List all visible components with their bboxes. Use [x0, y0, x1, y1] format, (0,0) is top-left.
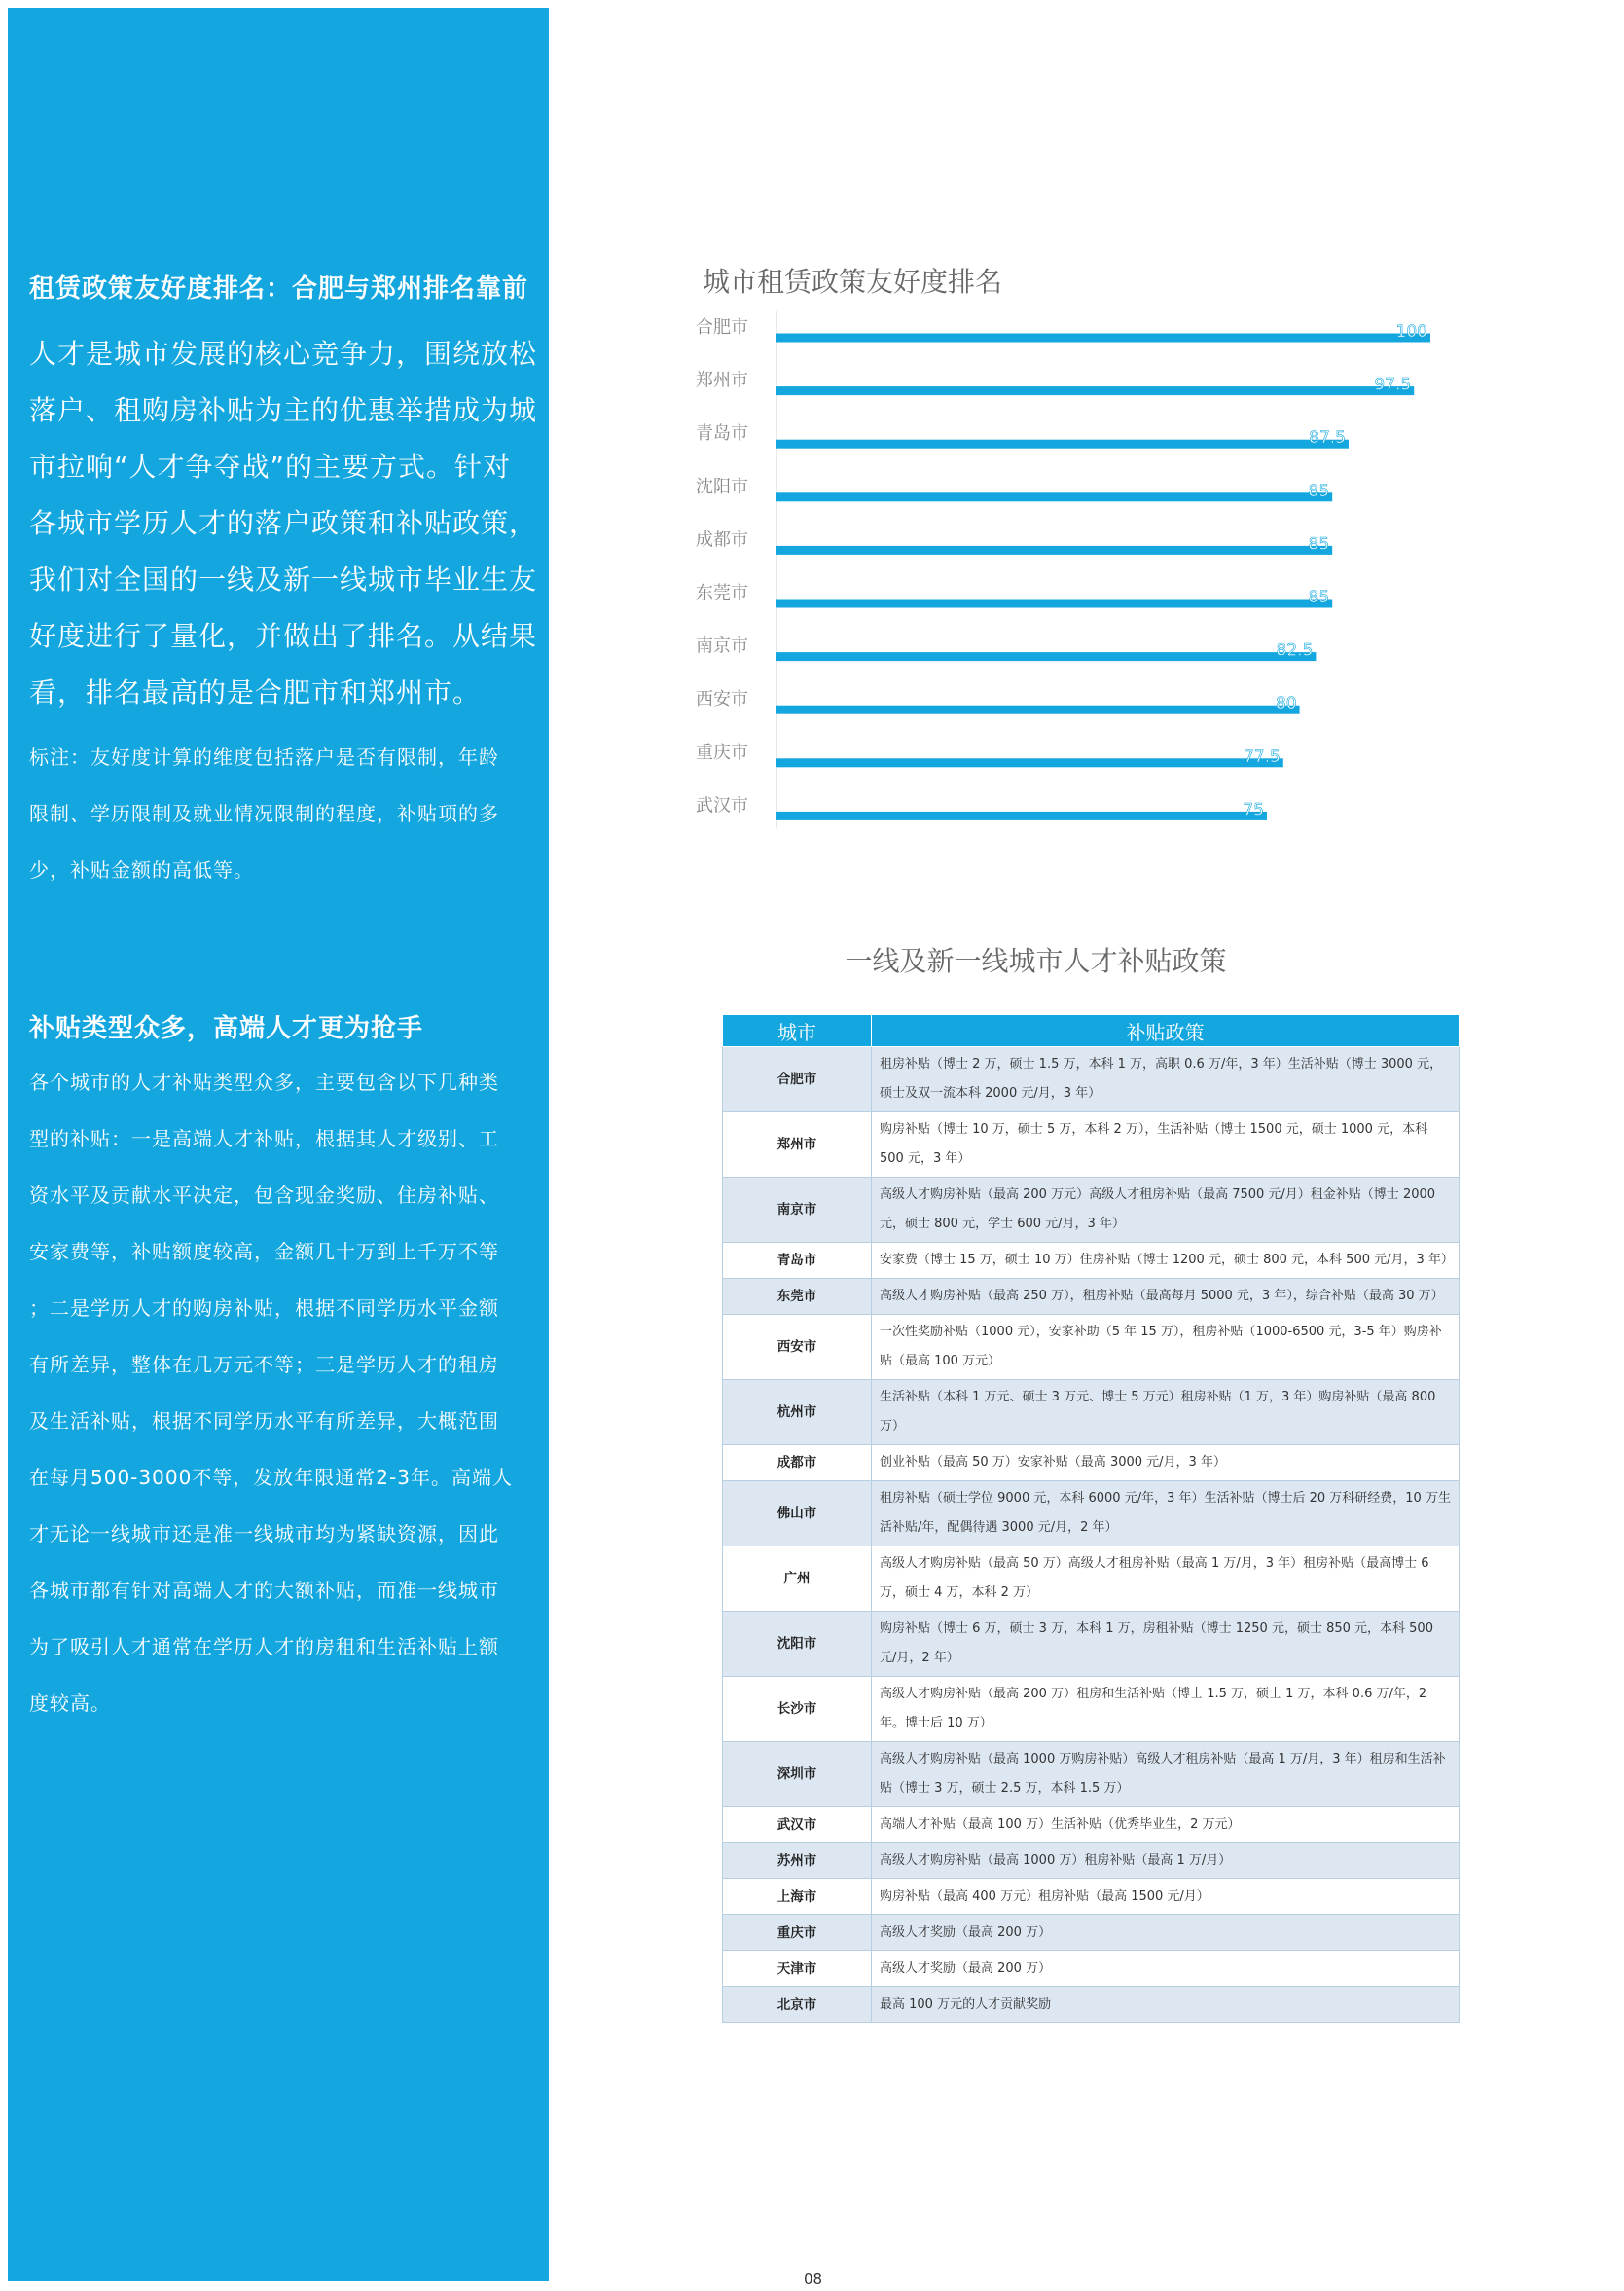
city-cell: 佛山市 [723, 1481, 872, 1546]
section1-body-line: 落户、租购房补贴为主的优惠举措成为城 [29, 394, 538, 426]
table-row [723, 1951, 1460, 1987]
section1-body-line: 好度进行了量化，并做出了排名。从结果 [29, 620, 538, 652]
policy-cell: 购房补贴（博士 6 万，硕士 3 万，本科 1 万，房租补贴（博士 1250 元，硕士 850 元，本科 500 元/月，2 年） [872, 1612, 1460, 1677]
policy-cell: 安家费（博士 15 万，硕士 10 万）住房补贴（博士 1200 元，硕士 800 元，本科 500 元/月，3 年） [872, 1243, 1460, 1279]
city-cell: 东莞市 [723, 1279, 872, 1315]
section2-body-line: 安家费等，补贴额度较高，金额几十万到上千万不等 [29, 1240, 499, 1263]
policy-cell: 高级人才奖励（最高 200 万） [872, 1951, 1460, 1987]
policy-cell: 租房补贴（硕士学位 9000 元，本科 6000 元/年，3 年）生活补贴（博士后 20 万科研经费，10 万生活补贴/年，配偶待遇 3000 元/月，2 年） [872, 1481, 1460, 1546]
category-label: 沈阳市 [696, 476, 748, 497]
city-cell: 武汉市 [723, 1807, 872, 1843]
category-label: 青岛市 [696, 423, 748, 445]
section1-body-line: 各城市学历人才的落户政策和补贴政策， [29, 507, 538, 539]
city-cell: 重庆市 [723, 1915, 872, 1951]
bar [776, 440, 1349, 449]
policy-cell: 购房补贴（最高 400 万元）租房补贴（最高 1500 元/月） [872, 1879, 1460, 1915]
city-cell: 西安市 [723, 1315, 872, 1380]
value-label: 80 [1275, 694, 1297, 714]
table-row [723, 1807, 1460, 1843]
section2-body-line: 及生活补贴，根据不同学历水平有所差异，大概范围 [29, 1409, 499, 1433]
city-cell: 天津市 [723, 1951, 872, 1987]
category-label: 东莞市 [696, 583, 748, 603]
category-label: 郑州市 [696, 370, 748, 391]
city-cell: 广州 [723, 1546, 872, 1612]
header-policy: 补贴政策 [872, 1015, 1460, 1047]
category-label: 成都市 [696, 529, 748, 551]
policy-cell: 租房补贴（博士 2 万，硕士 1.5 万，本科 1 万，高职 0.6 万/年，3 年）生活补贴（博士 3000 元，硕士及双一流本科 2000 元/月，3 年） [872, 1047, 1460, 1112]
section1-body [29, 326, 538, 721]
table-row [723, 1112, 1460, 1178]
table-row [723, 1178, 1460, 1243]
section1-note-line: 少，补贴金额的高低等。 [29, 858, 254, 882]
policy-cell: 创业补贴（最高 50 万）安家补贴（最高 3000 元/月，3 年） [872, 1445, 1460, 1481]
policy-cell: 高级人才购房补贴（最高 1000 万购房补贴）高级人才租房补贴（最高 1 万/月，3 年）租房和生活补贴（博士 3 万，硕士 2.5 万，本科 1.5 万） [872, 1742, 1460, 1807]
section1-body-line: 市拉响“人才争夺战”的主要方式。针对 [29, 451, 512, 483]
page-number: 08 [804, 2271, 823, 2288]
policy-cell: 购房补贴（博士 10 万，硕士 5 万，本科 2 万），生活补贴（博士 1500 元，硕士 1000 元，本科 500 元，3 年） [872, 1112, 1460, 1178]
bar [776, 386, 1414, 395]
policy-cell: 高级人才购房补贴（最高 1000 万）租房补贴（最高 1 万/月） [872, 1843, 1460, 1879]
table-row [723, 1612, 1460, 1677]
category-label: 合肥市 [696, 317, 748, 338]
chart-title: 城市租赁政策友好度排名 [703, 266, 1003, 298]
section2-body-line: 各个城市的人才补贴类型众多，主要包含以下几种类 [29, 1071, 499, 1094]
bar [776, 652, 1316, 661]
table-row [723, 1481, 1460, 1546]
value-label: 97.5 [1374, 375, 1412, 395]
value-label: 85 [1308, 588, 1330, 607]
table-row [723, 1380, 1460, 1445]
section2-body-line: 在每月500-3000不等，发放年限通常2-3年。高端人 [29, 1466, 513, 1489]
policy-cell: 最高 100 万元的人才贡献奖励 [872, 1987, 1460, 2023]
section1-body-line: 人才是城市发展的核心竞争力，围绕放松 [29, 338, 538, 370]
section2-body-line: ；二是学历人才的购房补贴，根据不同学历水平金额 [29, 1296, 499, 1320]
table-row [723, 1915, 1460, 1951]
friendliness-bar-chart [696, 311, 1435, 837]
category-label: 重庆市 [696, 742, 748, 763]
table-row [723, 1879, 1460, 1915]
section2-body-line: 资水平及贡献水平决定，包含现金奖励、住房补贴、 [29, 1183, 499, 1207]
section2-heading: 补贴类型众多，高端人才更为抢手 [29, 1014, 424, 1043]
table-row [723, 1987, 1460, 2023]
value-label: 85 [1308, 534, 1330, 555]
section2-body-line: 为了吸引人才通常在学历人才的房租和生活补贴上额 [29, 1635, 499, 1658]
city-cell: 上海市 [723, 1879, 872, 1915]
section1-note [29, 729, 535, 898]
value-label: 82.5 [1276, 640, 1314, 661]
section2-body-line: 才无论一线城市还是准一线城市均为紧缺资源，因此 [29, 1522, 499, 1546]
policy-cell: 高级人才购房补贴（最高 200 万）租房和生活补贴（博士 1.5 万，硕士 1 万，本科 0.6 万/年，2 年。博士后 10 万） [872, 1677, 1460, 1742]
value-label: 100 [1395, 322, 1427, 342]
policy-cell: 高级人才奖励（最高 200 万） [872, 1915, 1460, 1951]
policy-cell: 高级人才购房补贴（最高 250 万），租房补贴（最高每月 5000 元，3 年），综合补贴（最高 30 万） [872, 1279, 1460, 1315]
category-label: 武汉市 [696, 795, 748, 817]
bar [776, 812, 1267, 820]
table-row [723, 1843, 1460, 1879]
city-cell: 南京市 [723, 1178, 872, 1243]
header-city: 城市 [723, 1015, 872, 1047]
value-label: 75 [1243, 800, 1264, 820]
table-row [723, 1742, 1460, 1807]
table-row [723, 1243, 1460, 1279]
section1-note-line: 限制、学历限制及就业情况限制的程度，补贴项的多 [29, 802, 499, 825]
bar [776, 546, 1332, 555]
table-row [723, 1546, 1460, 1612]
section1-body-line: 看，排名最高的是合肥市和郑州市。 [29, 676, 482, 709]
city-cell: 成都市 [723, 1445, 872, 1481]
table-title: 一线及新一线城市人才补贴政策 [845, 945, 1227, 977]
value-label: 77.5 [1243, 746, 1281, 767]
category-label: 南京市 [696, 636, 748, 657]
section2-body-line: 各城市都有针对高端人才的大额补贴，而准一线城市 [29, 1579, 499, 1602]
section2-body-line: 有所差异，整体在几万元不等；三是学历人才的租房 [29, 1353, 499, 1376]
section1-heading: 租赁政策友好度排名：合肥与郑州排名靠前 [29, 274, 529, 304]
city-cell: 青岛市 [723, 1243, 872, 1279]
section1-note-line: 标注：友好度计算的维度包括落户是否有限制，年龄 [29, 745, 499, 769]
city-cell: 合肥市 [723, 1047, 872, 1112]
policy-cell: 高级人才购房补贴（最高 50 万）高级人才租房补贴（最高 1 万/月，3 年）租房补贴（最高博士 6 万，硕士 4 万，本科 2 万） [872, 1546, 1460, 1612]
table-row [723, 1315, 1460, 1380]
table-header-row [723, 1015, 1460, 1047]
city-cell: 苏州市 [723, 1843, 872, 1879]
bar [776, 758, 1283, 767]
bar [776, 492, 1332, 501]
policy-cell: 一次性奖励补贴（1000 元），安家补助（5 年 15 万），租房补贴（1000-6500 元，3-5 年）购房补贴（最高 100 万元） [872, 1315, 1460, 1380]
table-row [723, 1279, 1460, 1315]
bar [776, 706, 1300, 714]
category-label: 西安市 [696, 689, 748, 710]
bar [776, 334, 1430, 343]
bar [776, 600, 1332, 608]
city-cell: 沈阳市 [723, 1612, 872, 1677]
section2-body [29, 1054, 535, 1731]
table-row [723, 1677, 1460, 1742]
value-label: 87.5 [1309, 428, 1346, 449]
section2-body-line: 度较高。 [29, 1691, 111, 1715]
policy-cell: 高级人才购房补贴（最高 200 万元）高级人才租房补贴（最高 7500 元/月）租金补贴（博士 2000 元，硕士 800 元，学士 600 元/月，3 年） [872, 1178, 1460, 1243]
table-row [723, 1047, 1460, 1112]
subsidy-policy-table [722, 1014, 1460, 2023]
city-cell: 杭州市 [723, 1380, 872, 1445]
table-row [723, 1445, 1460, 1481]
section1-body-line: 我们对全国的一线及新一线城市毕业生友 [29, 564, 538, 596]
sidebar-panel [8, 8, 549, 2281]
value-label: 85 [1308, 481, 1330, 501]
city-cell: 郑州市 [723, 1112, 872, 1178]
policy-cell: 生活补贴（本科 1 万元、硕士 3 万元、博士 5 万元）租房补贴（1 万，3 年）购房补贴（最高 800 万） [872, 1380, 1460, 1445]
policy-cell: 高端人才补贴（最高 100 万）生活补贴（优秀毕业生，2 万元） [872, 1807, 1460, 1843]
section2-body-line: 型的补贴：一是高端人才补贴，根据其人才级别、工 [29, 1127, 499, 1150]
city-cell: 深圳市 [723, 1742, 872, 1807]
city-cell: 北京市 [723, 1987, 872, 2023]
city-cell: 长沙市 [723, 1677, 872, 1742]
